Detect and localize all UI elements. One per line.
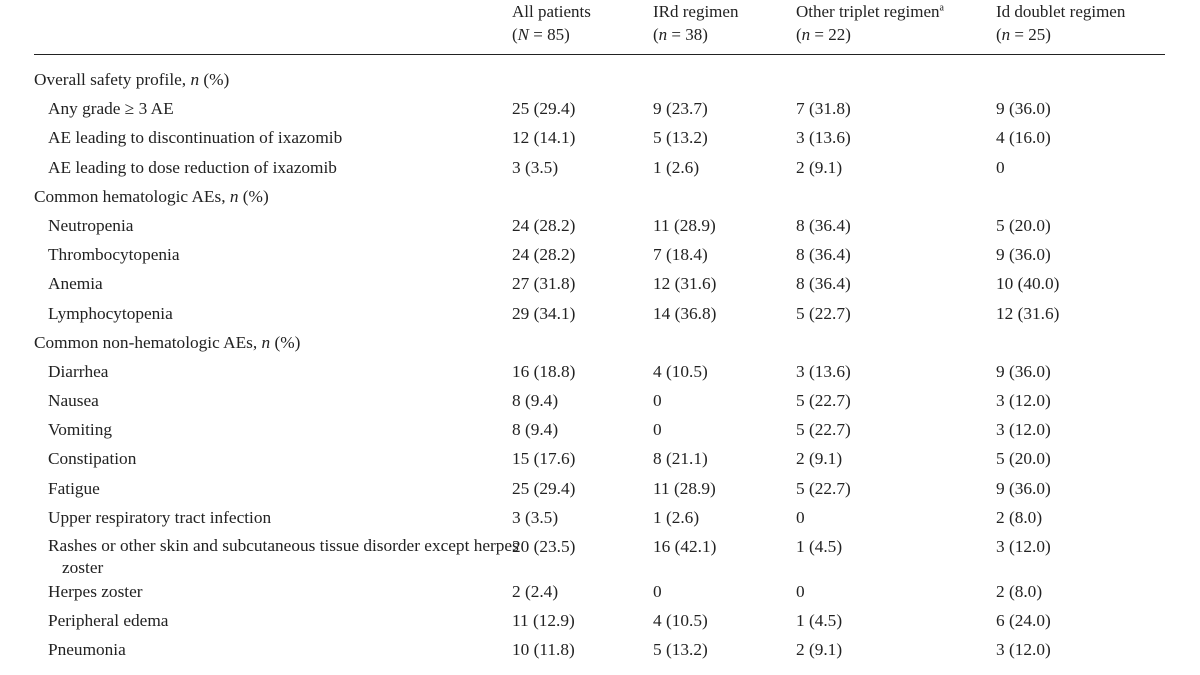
table-cell: 5 (22.7) (796, 420, 851, 440)
table-row (0, 447, 1200, 476)
table-row (0, 418, 1200, 447)
table-cell: 0 (796, 582, 805, 601)
table-cell: 2 (9.1) (796, 157, 843, 177)
table-row (0, 126, 1200, 155)
table-cell: 8 (36.4) (796, 215, 851, 235)
table-row (0, 609, 1200, 638)
table-cell: 11 (28.9) (653, 215, 716, 235)
table-cell: 0 (653, 391, 662, 411)
table-cell: 9 (36.0) (996, 478, 1051, 498)
table-cell: 24 (28.2) (512, 245, 576, 265)
row-label: Any grade ≥ 3 AE (48, 99, 174, 119)
table-cell: 8 (36.4) (796, 274, 851, 294)
table-cell: 3 (12.0) (996, 420, 1051, 440)
table-cell: 4 (10.5) (653, 611, 708, 631)
section-label: Common hematologic AEs, n (%) (34, 186, 269, 206)
table-row (0, 506, 1200, 535)
table-cell: 0 (796, 507, 805, 527)
table-cell: 4 (10.5) (653, 361, 708, 381)
table-cell: 3 (12.0) (996, 640, 1051, 660)
table-row (0, 156, 1200, 185)
table-cell: 0 (996, 157, 1005, 177)
section-row (0, 331, 1200, 360)
table-cell: 1 (4.5) (796, 611, 843, 631)
table-cell: 16 (18.8) (512, 361, 576, 381)
table-cell: 3 (12.0) (996, 391, 1051, 411)
row-label: Neutropenia (48, 215, 134, 235)
table-cell: 4 (16.0) (996, 128, 1051, 148)
table-cell: 12 (14.1) (512, 128, 576, 148)
table-cell: 3 (13.6) (796, 128, 851, 148)
column-header (996, 0, 1125, 46)
table-cell: 5 (20.0) (996, 449, 1051, 469)
column-sample-size: (n = 25) (996, 25, 1051, 44)
column-name: IRd regimen (653, 2, 739, 21)
table-cell: 24 (28.2) (512, 215, 576, 235)
table-cell: 20 (23.5) (512, 537, 576, 556)
row-label: Herpes zoster (48, 582, 143, 601)
column-sample-size: (N = 85) (512, 25, 570, 44)
table-cell: 0 (653, 582, 662, 601)
row-label: Rashes or other skin and subcutaneous tissue disorder except herpes zoster (48, 536, 519, 577)
table-cell: 27 (31.8) (512, 274, 576, 294)
table-row (0, 214, 1200, 243)
table-row (0, 97, 1200, 126)
table-cell: 1 (2.6) (653, 507, 700, 527)
footnote-marker: a (939, 2, 944, 14)
column-header (512, 0, 591, 46)
row-label: Lymphocytopenia (48, 303, 173, 323)
table-cell: 3 (3.5) (512, 157, 559, 177)
table-row (0, 580, 1200, 609)
table-cell: 8 (9.4) (512, 420, 559, 440)
table-row (0, 243, 1200, 272)
column-sample-size: (n = 22) (796, 25, 851, 44)
table-cell: 9 (23.7) (653, 99, 708, 119)
table-row (0, 302, 1200, 331)
header-rule (34, 54, 1165, 55)
table-cell: 1 (4.5) (796, 537, 843, 556)
table-row (0, 477, 1200, 506)
table-cell: 3 (13.6) (796, 361, 851, 381)
table-cell: 2 (2.4) (512, 582, 559, 601)
row-label: Fatigue (48, 478, 100, 498)
table-cell: 12 (31.6) (653, 274, 717, 294)
table-cell: 11 (12.9) (512, 611, 575, 631)
row-label: AE leading to discontinuation of ixazomib (48, 128, 343, 148)
table-cell: 5 (13.2) (653, 640, 708, 660)
row-label: Diarrhea (48, 361, 109, 381)
table-row (0, 272, 1200, 301)
table-cell: 8 (9.4) (512, 391, 559, 411)
table-cell: 2 (8.0) (996, 582, 1043, 601)
row-label: AE leading to dose reduction of ixazomib (48, 157, 337, 177)
table-cell: 16 (42.1) (653, 537, 717, 556)
table-cell: 5 (22.7) (796, 391, 851, 411)
table-cell: 1 (2.6) (653, 157, 700, 177)
table-cell: 5 (20.0) (996, 215, 1051, 235)
row-label: Nausea (48, 391, 99, 411)
table-cell: 6 (24.0) (996, 611, 1051, 631)
row-label: Peripheral edema (48, 611, 169, 631)
row-label: Upper respiratory tract infection (48, 507, 272, 527)
table-cell: 10 (40.0) (996, 274, 1060, 294)
table-row (0, 535, 1200, 580)
row-label: Pneumonia (48, 640, 126, 660)
column-sample-size: (n = 38) (653, 25, 708, 44)
table-cell: 14 (36.8) (653, 303, 717, 323)
column-header (796, 0, 944, 46)
table-cell: 25 (29.4) (512, 478, 576, 498)
table-cell: 3 (3.5) (512, 507, 559, 527)
table-cell: 12 (31.6) (996, 303, 1060, 323)
table-cell: 9 (36.0) (996, 99, 1051, 119)
table-cell: 9 (36.0) (996, 361, 1051, 381)
table-row (0, 360, 1200, 389)
table-cell: 8 (21.1) (653, 449, 708, 469)
table-cell: 25 (29.4) (512, 99, 576, 119)
table-cell: 0 (653, 420, 662, 440)
table-body (0, 68, 1200, 668)
table-cell: 15 (17.6) (512, 449, 576, 469)
column-name: Other triplet regimen (796, 2, 940, 21)
row-label: Anemia (48, 274, 103, 294)
section-label: Overall safety profile, n (%) (34, 70, 230, 89)
table-cell: 5 (22.7) (796, 303, 851, 323)
column-name: All patients (512, 2, 591, 21)
row-label: Vomiting (48, 420, 113, 440)
section-row (0, 68, 1200, 97)
table-cell: 2 (9.1) (796, 640, 843, 660)
table-cell: 10 (11.8) (512, 640, 575, 660)
table-cell: 3 (12.0) (996, 537, 1051, 556)
table-cell: 2 (8.0) (996, 507, 1043, 527)
table-cell: 5 (13.2) (653, 128, 708, 148)
table-cell: 29 (34.1) (512, 303, 576, 323)
table-header (0, 0, 1200, 50)
table-cell: 5 (22.7) (796, 478, 851, 498)
table-cell: 8 (36.4) (796, 245, 851, 265)
row-label: Constipation (48, 449, 137, 469)
table-row (0, 389, 1200, 418)
section-label: Common non-hematologic AEs, n (%) (34, 332, 301, 352)
column-name: Id doublet regimen (996, 2, 1126, 21)
table-cell: 7 (31.8) (796, 99, 851, 119)
table-cell: 9 (36.0) (996, 245, 1051, 265)
table-cell: 11 (28.9) (653, 478, 716, 498)
column-header (653, 0, 738, 46)
row-label: Thrombocytopenia (48, 245, 180, 265)
table-row (0, 638, 1200, 667)
table-cell: 7 (18.4) (653, 245, 708, 265)
section-row (0, 185, 1200, 214)
table-cell: 2 (9.1) (796, 449, 843, 469)
